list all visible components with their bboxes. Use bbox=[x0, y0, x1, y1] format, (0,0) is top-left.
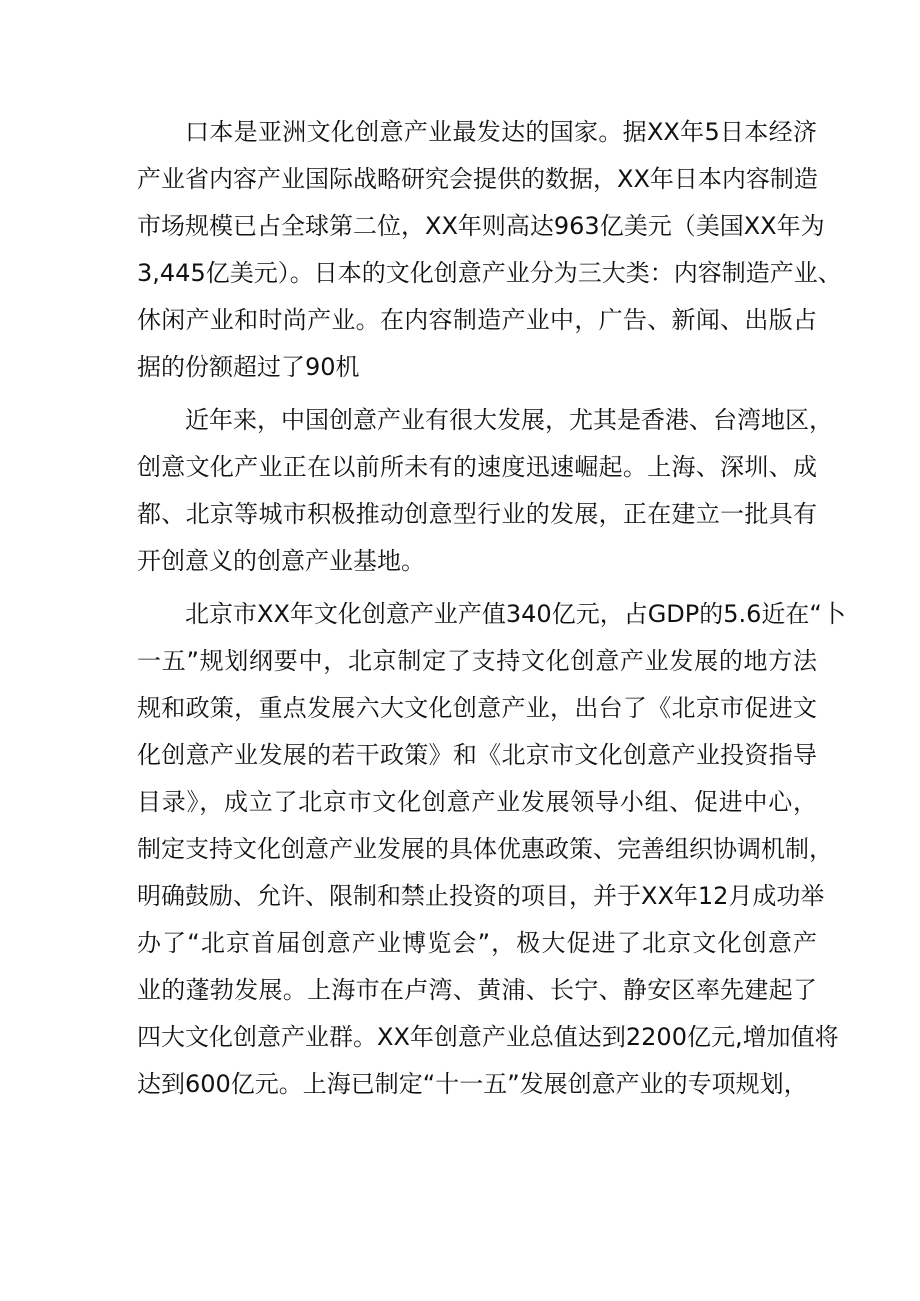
text-line: 一五”规划纲要中，北京制定了支持文化创意产业发展的地方法 bbox=[137, 647, 817, 675]
text-line: 口本是亚洲文化创意产业最发达的国家。据XX年5日本经济 bbox=[185, 118, 817, 146]
text-line: 北京市XX年文化创意产业产值340亿元，占GDP的5.6近在“卜 bbox=[185, 600, 846, 628]
paragraph-beijing-shanghai bbox=[137, 591, 846, 1108]
paragraph-japan bbox=[137, 109, 842, 391]
document-body bbox=[137, 109, 846, 1114]
text-line: 化创意产业发展的若干政策》和《北京市文化创意产业投资指导 bbox=[137, 741, 817, 769]
text-line: 产业省内容产业国际战略研究会提供的数据，XX年日本内容制造 bbox=[137, 165, 818, 193]
text-line: 四大文化创意产业群。XX年创意产业总值达到2200亿元,增加值将 bbox=[137, 1023, 839, 1051]
text-line: 近年来，中国创意产业有很大发展，尤其是香港、台湾地区， bbox=[185, 406, 833, 434]
text-line: 规和政策，重点发展六大文化创意产业，出台了《北京市促进文 bbox=[137, 694, 817, 722]
text-line: 办了“北京首届创意产业博览会”，极大促进了北京文化创意产 bbox=[137, 929, 817, 957]
text-line: 明确鼓励、允许、限制和禁止投资的项目，并于XX年12月成功举 bbox=[137, 882, 825, 910]
text-line: 开创意义的创意产业基地。 bbox=[137, 547, 425, 575]
text-line: 达到600亿元。上海已制定“十一五”发展创意产业的专项规划， bbox=[137, 1070, 808, 1098]
text-line: 据的份额超过了90机 bbox=[137, 353, 360, 381]
text-line: 都、北京等城市积极推动创意型行业的发展，正在建立一批具有 bbox=[137, 500, 817, 528]
text-line: 休闲产业和时尚产业。在内容制造产业中，广告、新闻、出版占 bbox=[137, 306, 817, 334]
text-line: 业的蓬勃发展。上海市在卢湾、黄浦、长宁、静安区率先建起了 bbox=[137, 976, 817, 1004]
text-line: 目录》，成立了北京市文化创意产业发展领导小组、促进中心， bbox=[137, 788, 817, 816]
paragraph-china bbox=[137, 397, 833, 585]
text-line: 市场规模已占全球第二位，XX年则高达963亿美元（美国XX年为 bbox=[137, 212, 825, 240]
text-line: 创意文化产业正在以前所未有的速度迅速崛起。上海、深圳、成 bbox=[137, 453, 817, 481]
text-line: 3,445亿美元）。日本的文化创意产业分为三大类：内容制造产业、 bbox=[137, 259, 842, 287]
text-line: 制定支持文化创意产业发展的具体优惠政策、完善组织协调机制， bbox=[137, 835, 833, 863]
